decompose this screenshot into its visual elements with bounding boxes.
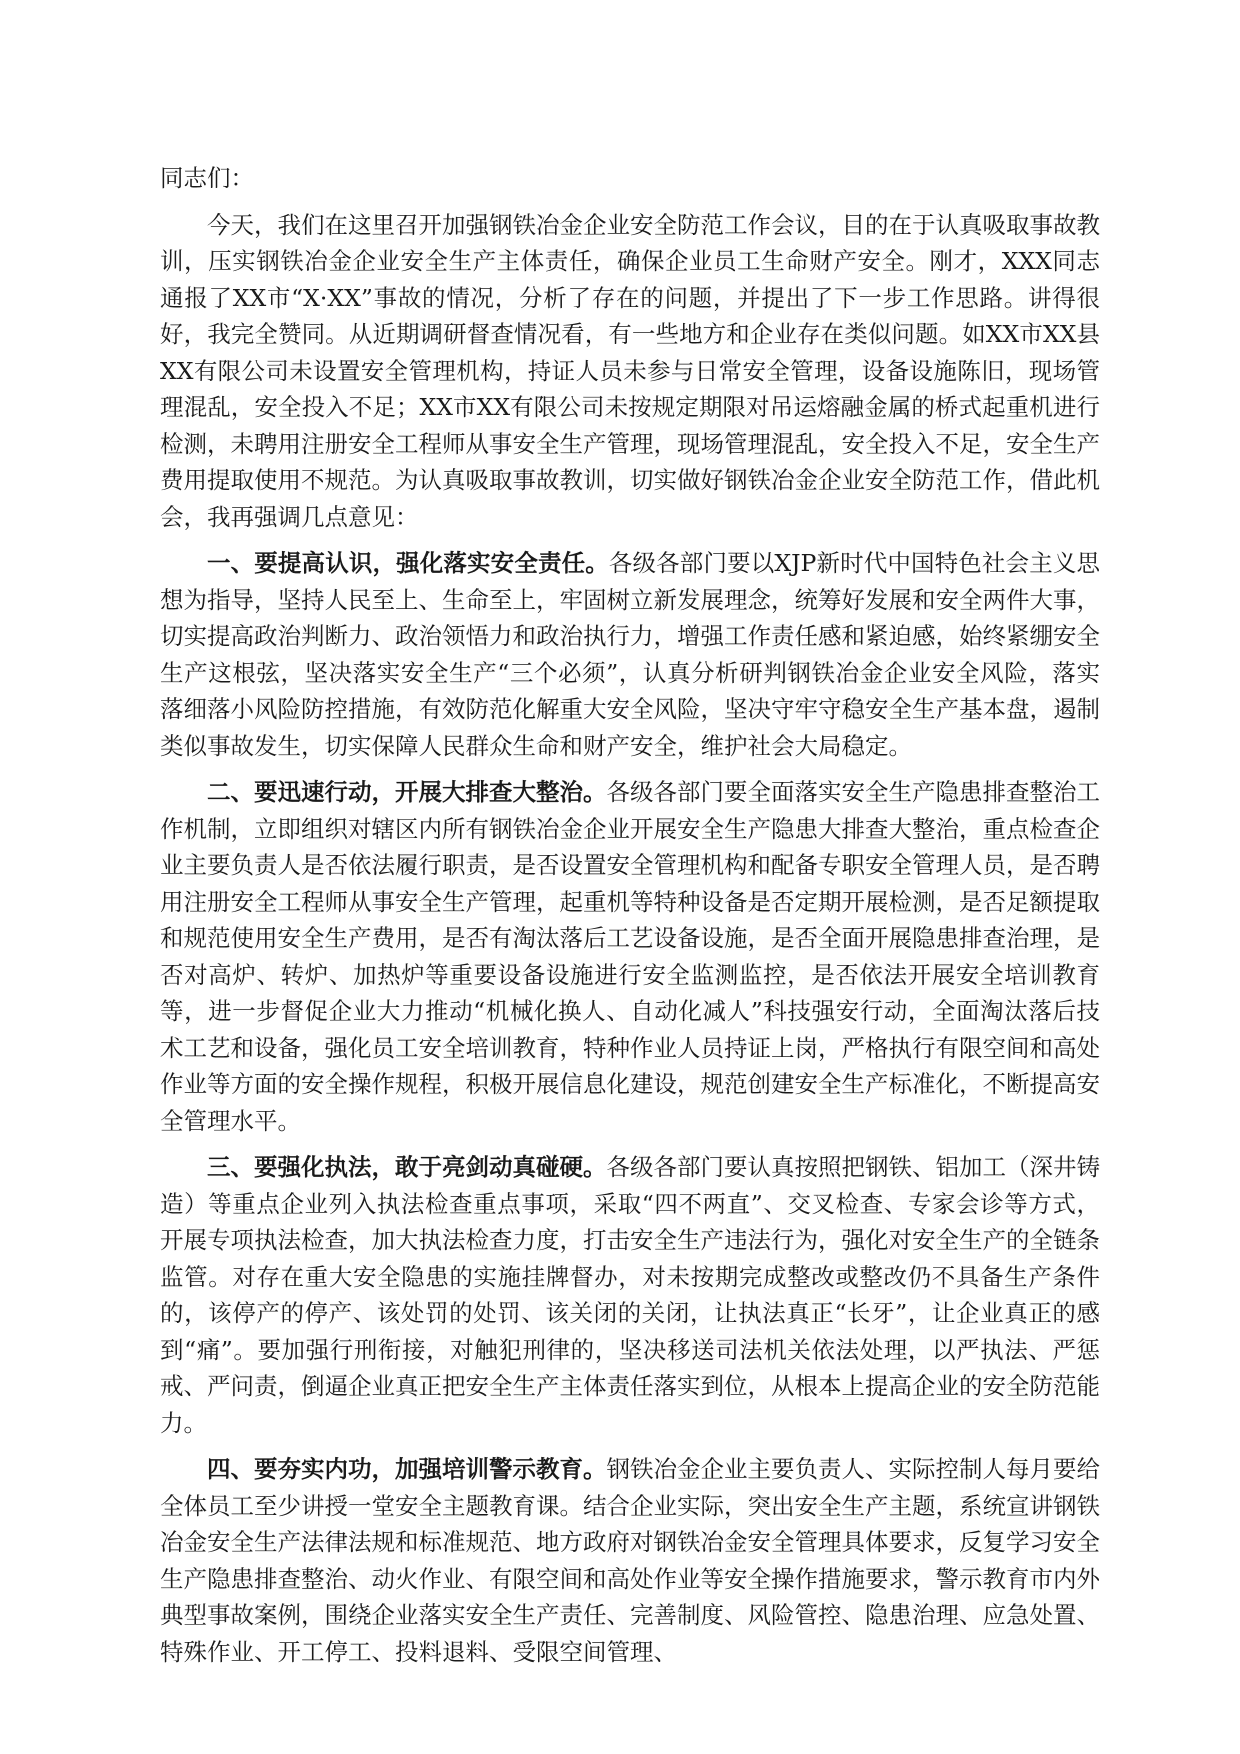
section-heading-1: 一、要提高认识，强化落实安全责任。 [207,549,609,577]
salutation: 同志们： [160,164,254,192]
section-heading-3: 三、要强化执法，敢于亮剑动真碰硬。 [207,1153,607,1181]
section-heading-4: 四、要夯实内功，加强培训警示教育。 [207,1455,607,1483]
section-paragraph-2 [160,774,1100,1139]
section-paragraph-4 [160,1451,1100,1670]
section-body-4: 钢铁冶金企业主要负责人、实际控制人每月要给全体员工至少讲授一堂安全主题教育课。结合企业实际，突出安全生产主题，系统宣讲钢铁冶金安全生产法律法规和标准规范、地方政府对钢铁冶金安全管理具体要求，反复学习安全生产隐患排查整治、动火作业、有限空间和高处作业等安全操作措施要求，警示教育市内外典型事故案例，围绕企业落实安全生产责任、完善制度、风险管控、隐患治理、应急处置、特殊作业、开工停工、投料退料、受限空间管理、 [160,1455,1100,1666]
section-body-2: 各级各部门要全面落实安全生产隐患排查整治工作机制，立即组织对辖区内所有钢铁冶金企业开展安全生产隐患大排查大整治，重点检查企业主要负责人是否依法履行职责，是否设置安全管理机构和配备专职安全管理人员，是否聘用注册安全工程师从事安全生产管理，起重机等特种设备是否定期开展检测，是否足额提取和规范使用安全生产费用，是否有淘汰落后工艺设备设施，是否全面开展隐患排查治理，是否对高炉、转炉、加热炉等重要设备设施进行安全监测监控，是否依法开展安全培训教育等，进一步督促企业大力推动“机械化换人、自动化减人”科技强安行动，全面淘汰落后技术工艺和设备，强化员工安全培训教育，特种作业人员持证上岗，严格执行有限空间和高处作业等方面的安全操作规程，积极开展信息化建设，规范创建安全生产标准化，不断提高安全管理水平。 [160,778,1100,1135]
section-body-1: 各级各部门要以XJP新时代中国特色社会主义思想为指导，坚持人民至上、生命至上，牢固树立新发展理念，统筹好发展和安全两件大事，切实提高政治判断力、政治领悟力和政治执行力，增强工作责任感和紧迫感，始终紧绷安全生产这根弦，坚决落实安全生产“三个必须”，认真分析研判钢铁冶金企业安全风险，落实落细落小风险防控措施，有效防范化解重大安全风险，坚决守牢守稳安全生产基本盘，遏制类似事故发生，切实保障人民群众生命和财产安全，维护社会大局稳定。 [160,549,1101,760]
section-paragraph-1 [160,545,1100,764]
section-body-3: 各级各部门要认真按照把钢铁、铝加工（深井铸造）等重点企业列入执法检查重点事项，采取“四不两直”、交叉检查、专家会诊等方式，开展专项执法检查，加大执法检查力度，打击安全生产违法行为，强化对安全生产的全链条监管。对存在重大安全隐患的实施挂牌督办，对未按期完成整改或整改仍不具备生产条件的，该停产的停产、该处罚的处罚、该关闭的关闭，让执法真正“长牙”，让企业真正的感到“痛”。要加强行刑衔接，对触犯刑律的，坚决移送司法机关依法处理，以严执法、严惩戒、严问责，倒逼企业真正把安全生产主体责任落实到位，从根本上提高企业的安全防范能力。 [160,1153,1100,1437]
intro-paragraph: 今天，我们在这里召开加强钢铁冶金企业安全防范工作会议，目的在于认真吸取事故教训，压实钢铁冶金企业安全生产主体责任，确保企业员工生命财产安全。刚才，XXX同志通报了XX市“X·XX”事故的情况，分析了存在的问题，并提出了下一步工作思路。讲得很好，我完全赞同。从近期调研督查情况看，有一些地方和企业存在类似问题。如XX市XX县XX有限公司未设置安全管理机构，持证人员未参与日常安全管理，设备设施陈旧，现场管理混乱，安全投入不足；XX市XX有限公司未按规定期限对吊运熔融金属的桥式起重机进行检测，未聘用注册安全工程师从事安全生产管理，现场管理混乱，安全投入不足，安全生产费用提取使用不规范。为认真吸取事故教训，切实做好钢铁冶金企业安全防范工作，借此机会，我再强调几点意见： [160,210,1100,531]
section-paragraph-3 [160,1149,1100,1441]
section-heading-2: 二、要迅速行动，开展大排查大整治。 [207,778,607,806]
